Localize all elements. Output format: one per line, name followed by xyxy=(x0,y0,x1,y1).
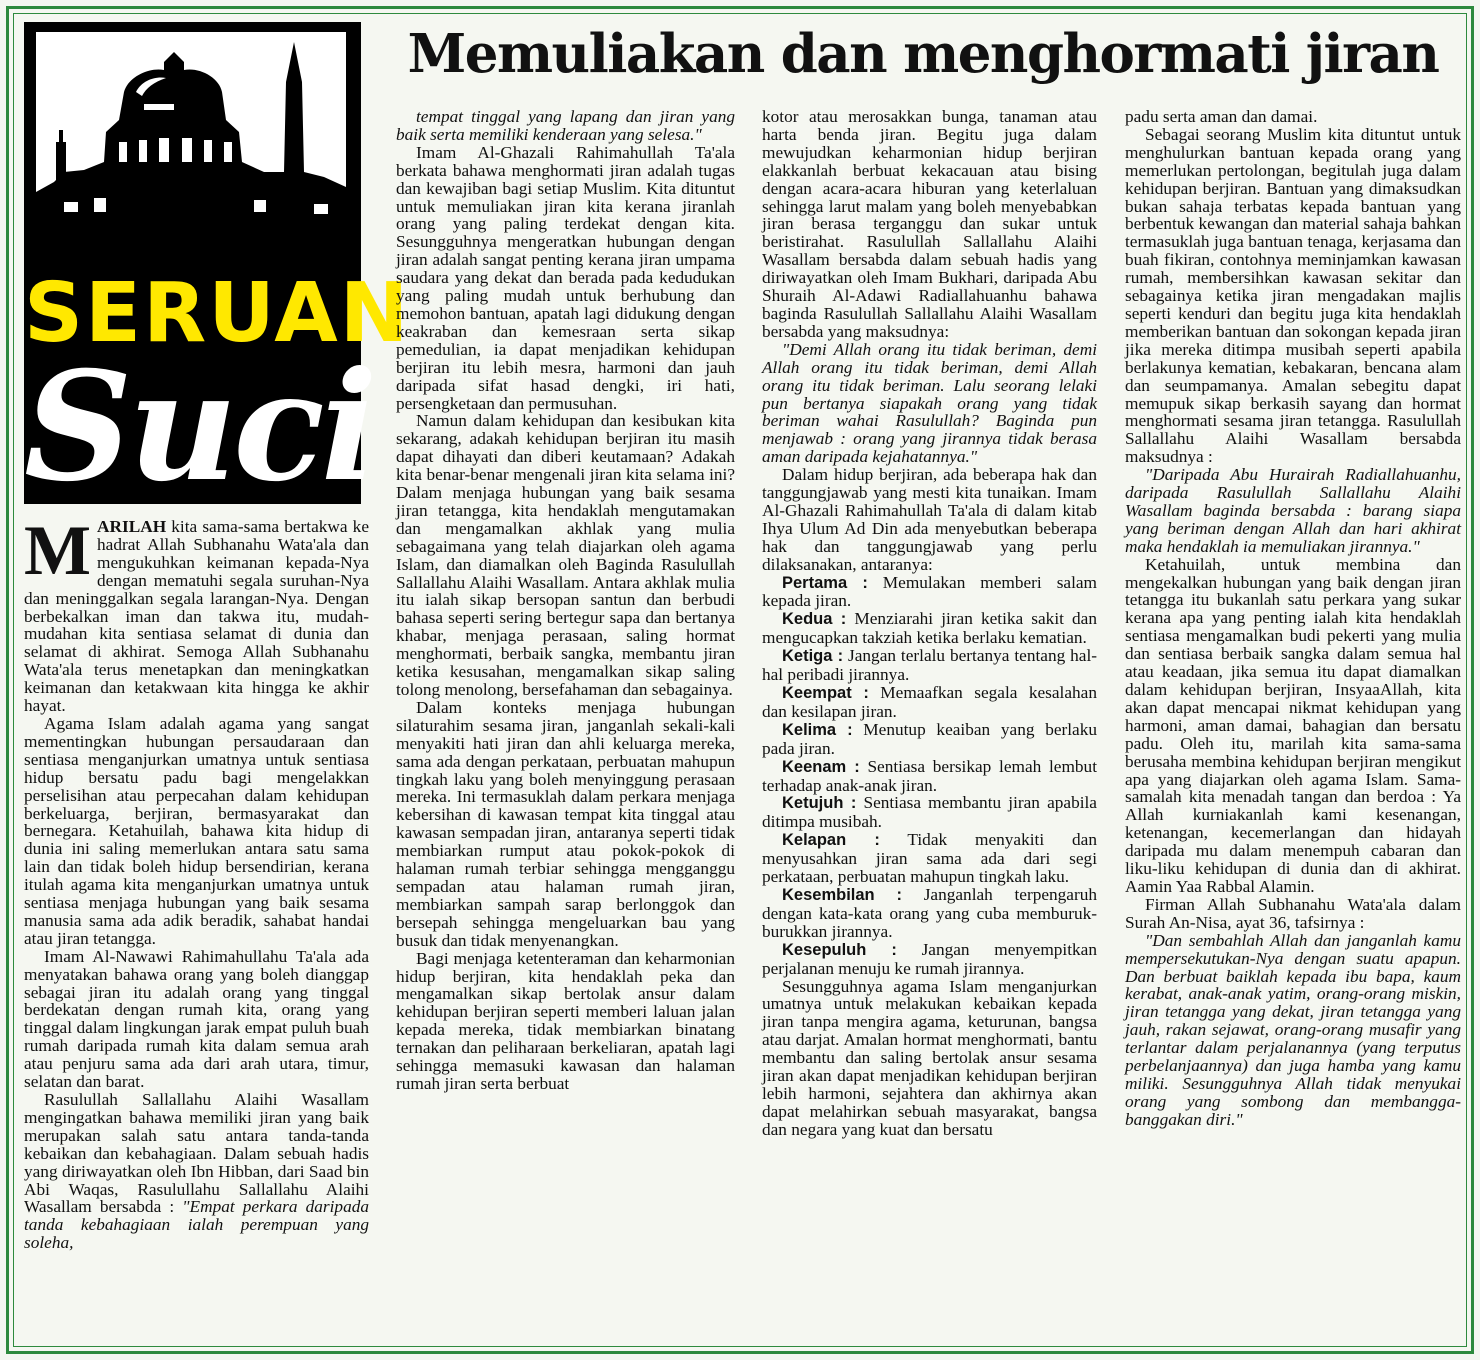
logo-word-seruan: SERUAN xyxy=(24,266,411,361)
list-item-text: Menutup keaiban yang berlaku pada jiran. xyxy=(762,719,1098,758)
list-item-text: Memulakan memberi salam kepada jiran. xyxy=(762,572,1097,611)
paragraph: Firman Allah Subhanahu Wata'ala dalam Surah An-Nisa, ayat 36, tafsirnya : xyxy=(1125,894,1461,932)
paragraph: padu serta aman dan damai. xyxy=(1125,107,1318,126)
list-item-label: Kelima : xyxy=(782,720,853,739)
column-4 xyxy=(1125,108,1461,1350)
paragraph: Namun dalam kehidupan dan kesibukan kita sekarang, adakah kehidupan berjiran itu masih dapat dihayati dan diberi keutamaan? Adakah kita benar-benar mengenali jiran kita selama ini? Dalam menjaga hubungan yang baik sesama jiran tetangga, kita hendaklah mengutamakan dan mengamalkan akhlak yang mulia sebagaimana yang telah diajarkan oleh agama Islam, dan diamalkan oleh Baginda Rasulullah Sallallahu Alaihi Wasallam. Antara akhlak mulia itu ialah sikap bersopan santun dan berbudi bahasa seperti sering bertegur sapa dan bertanya khabar, menjaga perasaan, saling hormat menghormati, berbaik sangka, membantu jiran ketika kesusahan, mengamalkan sikap saling tolong menolong, bersefahaman dan sebagainya. xyxy=(396,411,735,699)
list-item xyxy=(762,574,1097,611)
paragraph: Sebagai seorang Muslim kita dituntut untuk menghulurkan bantuan kepada orang yang memerlukan pertolongan, begitulah juga dalam kehidupan berjiran. Bantuan yang dimaksudkan bukan sahaja terbatas kepada bantuan yang berbentuk kewangan dan material sahaja bahkan termasuklah juga bantuan tenaga, kerjasama dan buah fikiran, contohnya meminjamkan kawasan rumah, membersihkan kawasan sekitar dan sebagainya ketika jiran mengadakan majlis seperti kenduri dan begitu juga kita hendaklah memberikan bantuan dan sokongan kepada jiran jika mereka ditimpa musibah seperti apabila berlakunya kematian, kebakaran, bencana alam dan seumpamanya. Amalan sebegitu dapat memupuk sikap berkasih sayang dan hormat menghormati sesama jiran tetangga. Rasulullah Sallallahu Alaihi Wasallam bersabda maksudnya : xyxy=(1125,124,1461,467)
paragraph xyxy=(24,1091,369,1252)
paragraph-text: Rasulullah Sallallahu Alaihi Wasallam mengingatkan bahawa memiliki jiran yang baik merupakan salah satu antara tanda-tanda kebaikan dan kebahagiaan. Dalam sebuah hadis yang diriwayatkan oleh Ibn Hibban, dari Saad bin Abi Waqas, Rasulullahu Sallallahu Alaihi Wasallam bersabda : xyxy=(24,1090,369,1217)
list-item-label: Ketujuh : xyxy=(782,794,857,813)
list-item xyxy=(762,941,1097,978)
logo-word-suci: Suci xyxy=(24,339,374,515)
paragraph: Dalam hidup berjiran, ada beberapa hak dan tanggungjawab yang mesti kita tunaikan. Imam Al-Ghazali Rahimahullah Ta'ala di dalam kitab Ihya Ulum Ad Din ada menyebutkan beberapa hak dan tanggungjawab yang perlu dilaksanakan, antaranya: xyxy=(762,465,1097,574)
paragraph: kotor atau merosakkan bunga, tanaman atau harta benda jiran. Begitu juga dalam mewujudkan keharmonian hidup berjiran elakkanlah berbuat kekacauan atau bising dengan acara-acara hiburan yang keterlaluan sehingga larut malam yang boleh menyebabkan jiran berasa terganggu dan sukar untuk beristirahat. Rasulullah Sallallahu Alaihi Wasallam bersabda dalam sebuah hadis yang diriwayatkan oleh Imam Bukhari, daripada Abu Shuraih Al-Adawi Radiallahuanhu bahawa baginda Rasulullah Sallallahu Alaihi Wasallam bersabda yang maksudnya: xyxy=(762,107,1097,341)
list-item xyxy=(762,721,1097,758)
paragraph: Ketahuilah, untuk membina dan mengekalkan hubungan yang baik dengan jiran tetangga itu bukanlah satu perkara yang sukar kerana apa yang penting ialah kita hendaklah sentiasa mengamalkan budi pekerti yang mulia dan sentiasa berbaik sangka dalam semua hal atau keadaan, jika semua itu dapat diamalkan dalam kehidupan berjiran, InsyaaAllah, kita akan dapat mencapai nikmat kehidupan yang harmoni, aman damai, bahagian dan bersatu padu. Oleh itu, marilah kita sama-sama berusaha membina kehidupan berjiran mengikut apa yang diajarkan oleh agama Islam. Sama-samalah kita menadah tangan dan berdoa : Ya Allah kurniakanlah kami kesenangan, ketenangan, kecemerlangan dan hidayah daripada mu dalam menempuh cabaran dan liku-liku kehidupan di dunia dan di akhirat. Aamin Yaa Rabbal Alamin. xyxy=(1125,554,1461,896)
paragraph: Agama Islam adalah agama yang sangat mementingkan hubungan persaudaraan dan sentiasa menganjurkan umatnya untuk sentiasa hidup bersatu padu bagi mengelakkan perselisihan atau perpecahan dalam kehidupan berkeluarga, berjiran, bermasyarakat dan bernegara. Ketahuilah, bahawa kita hidup di dunia ini saling memerlukan antara satu sama lain dan tidak boleh hidup bersendirian, kerana itulah agama kita menganjurkan umatnya untuk sentiasa menjaga hubungan yang baik sesama manusia sama ada adik beradik, sahabat handai atau jiran tetangga. xyxy=(24,713,369,948)
list-item-text: Janganlah terpengaruh dengan kata-kata orang yang cuba memburuk-burukkan jirannya. xyxy=(762,884,1097,941)
paragraph: Dalam konteks menjaga hubungan silaturahim sesama jiran, janganlah sekali-kali menyakiti hati jiran dan ahli keluarga mereka, sama ada dengan perkataan, perbuatan mahupun tingkah laku yang boleh menyinggung perasaan mereka. Ini termasuklah dalam perkara menjaga kebersihan di kawasan tempat kita tinggal atau kawasan sempadan jiran, antaranya seperti tidak membiarkan rumput atau pokok-pokok di halaman rumah terbiar sehingga mengganggu sempadan atau halaman rumah jiran, membiarkan sampah sarap berlonggok dan bersepah sehingga mengeluarkan bau yang busuk dan tidak menyenangkan. xyxy=(396,697,735,950)
list-item-text: Sentiasa bersikap lemah lembut terhadap anak-anak jiran. xyxy=(762,756,1098,795)
list-item xyxy=(762,886,1097,941)
hadith-quote: "Daripada Abu Hurairah Radiallahuanhu, daripada Rasulullah Sallallahu Alaihi Wasallam baginda bersabda : barang siapa yang beriman dengan Allah dan hari akhirat maka hendaklah ia memuliakan jirannya." xyxy=(1125,465,1461,556)
headline: Memuliakan dan menghormati jiran xyxy=(407,23,1439,85)
list-item-text: Menziarahi jiran ketika sakit dan mengucapkan takziah ketika berlaku kematian. xyxy=(762,609,1097,648)
column-2 xyxy=(396,108,735,1350)
verse-quote: "Dan sembahlah Allah dan janganlah kamu mempersekutukan-Nya dengan suatu apapun. Dan berbuat baiklah kepada ibu bapa, kaum kerabat, anak-anak yatim, orang-orang miskin, jiran tetangga yang dekat, jiran tetangga yang jauh, rakan sejawat, orang-orang musafir yang terlantar dalam perjalanannya (yang terputus perbelanjaannya) dan juga hamba yang kamu miliki. Sesungguhnya Allah tidak menyukai orang yang sombong dan membangga-banggakan diri." xyxy=(1125,930,1461,1129)
list-item-text: Memaafkan segala kesalahan dan kesilapan jiran. xyxy=(762,683,1097,721)
hadith-quote: tempat tinggal yang lapang dan jiran yang baik serta memiliki kenderaan yang selesa." xyxy=(396,107,735,144)
list-item xyxy=(762,794,1097,831)
list-item-label: Keempat : xyxy=(782,684,869,702)
list-item-text: Tidak menyakiti dan menyusahkan jiran sama ada dari segi perkataan, perbuatan mahupun tingkah laku. xyxy=(762,830,1097,887)
list-item-label: Keenam : xyxy=(782,757,860,776)
hadith-quote: "Demi Allah orang itu tidak beriman, demi Allah orang itu tidak beriman, demi Allah orang itu tidak beriman. Lalu seorang lelaki pun bertanya siapakah orang yang tidak beriman wahai Rasulullah? Baginda pun menjawab : orang yang jirannya tidak berasa aman daripada kejahatannya." xyxy=(762,339,1097,467)
list-item-text: Jangan menyempitkan perjalanan menuju ke rumah jirannya. xyxy=(762,939,1097,978)
paragraph: Sesungguhnya agama Islam menganjurkan umatnya untuk melakukan kebaikan kepada jiran tanpa mengira agama, keturunan, bangsa atau darjat. Amalan hormat menghormati, bantu membantu dan saling bertolak ansur sesama jiran akan dapat menjadikan kehidupan berjiran lebih harmoni, sejahtera dan akhirnya akan dapat melahirkan sebuah masyarakat, bangsa dan negara yang kuat dan bersatu xyxy=(762,976,1097,1139)
drop-cap: M xyxy=(24,512,92,590)
paragraph xyxy=(24,512,369,716)
list-item-text: Sentiasa membantu jiran apabila ditimpa musibah. xyxy=(762,793,1097,832)
list-item-label: Kesembilan : xyxy=(782,885,903,904)
paragraph: Imam Al-Ghazali Rahimahullah Ta'ala berkata bahawa menghormati jiran adalah tugas dan kewajiban bagi setiap Muslim. Kita dituntut untuk memuliakan jiran kita kerana jiranlah orang yang paling terdekat dengan kita. Sesungguhnya mengeratkan hubungan dengan jiran adalah sangat penting kerana jiran umpama saudara yang dekat dan berada pada kedudukan yang paling mudah untuk berhubung dan memohon bantuan, apatah lagi didukung dengan keakraban dan kemesraan serta sikap pemedulian, ia dapat menjadikan kehidupan berjiran itu lebih mesra, harmoni dan jauh daripada sifat hasad dengki, iri hati, persengketaan dan permusuhan. xyxy=(396,142,735,413)
list-item-label: Kelapan : xyxy=(782,831,880,850)
list-item xyxy=(762,758,1097,795)
list-item-label: Pertama : xyxy=(782,573,868,592)
lead-word: ARILAH xyxy=(97,517,167,536)
list-item xyxy=(762,831,1097,886)
paragraph: Imam Al-Nawawi Rahimahullahu Ta'ala ada menyatakan bahawa orang yang boleh dianggap sebagai jiran itu adalah orang yang tinggal berdekatan dengan rumah kita, orang yang tinggal dalam lingkungan jarak empat puluh buah rumah daripada rumah kita dalam semua arah atau penjuru sama ada dari arah utara, timur, selatan dan barat. xyxy=(24,946,369,1092)
list-item-label: Kedua : xyxy=(782,610,847,629)
list-item xyxy=(762,647,1097,684)
list-item-label: Ketiga : xyxy=(782,647,844,666)
paragraph-text: kita sama-sama bertakwa ke hadrat Allah Subhanahu Wata'ala dan mengukuhkan keimanan kepada-Nya dengan mematuhi segala suruhan-Nya dan meninggalkan segala larangan-Nya. Dengan berbekalkan iman dan takwa itu, mudah-mudahan kita sentiasa selamat di dunia dan selamat di akhirat. Semoga Allah Subhanahu Wata'ala terus menetapkan dan meningkatkan keimanan dan ketakwaan kita hingga ke akhir hayat. xyxy=(24,517,369,716)
list-item-text: Jangan terlalu bertanya tentang hal-hal peribadi jirannya. xyxy=(762,646,1098,685)
seruan-suci-logo xyxy=(24,22,411,515)
list-item-label: Kesepuluh : xyxy=(782,940,897,959)
column-3 xyxy=(762,108,1097,1350)
list-item xyxy=(762,610,1097,647)
paragraph: Bagi menjaga ketenteraman dan keharmonian hidup berjiran, kita hendaklah peka dan mengamalkan sikap bertolak ansur dalam kehidupan berjiran seperti memberi laluan jalan kepada mereka, tidak membiarkan binatang ternakan dan peliharaan berkeliaran, apatah lagi sehingga memasuki kawasan dan halaman rumah jiran serta berbuat xyxy=(396,948,735,1093)
list-item xyxy=(762,684,1097,721)
hadith-quote: "Empat perkara daripada tanda kebahagiaan ialah perempuan yang soleha, xyxy=(24,1197,369,1253)
column-1 xyxy=(24,512,369,1350)
